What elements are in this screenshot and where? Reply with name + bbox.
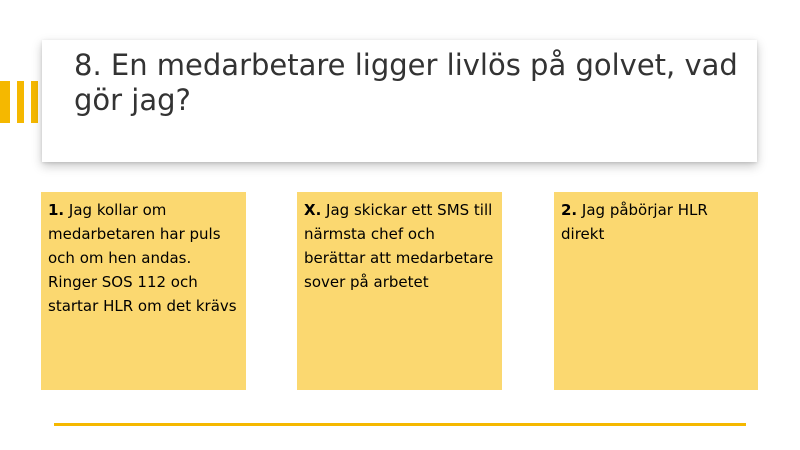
decorative-bar [31,81,38,123]
answer-option-x[interactable] [297,192,502,390]
decorative-bar [0,81,10,123]
answer-option-1[interactable] [41,192,246,390]
question-title: 8. En medarbetare ligger livlös på golvet, vad gör jag? [74,48,738,117]
decorative-yellow-bars [0,81,40,123]
option-marker: X. [304,201,322,219]
answer-option-2[interactable] [554,192,758,390]
option-marker: 2. [561,201,578,219]
decorative-bar [17,81,24,123]
option-text: Jag skickar ett SMS till närmsta chef och berättar att medarbetare sover på arbetet [304,201,494,291]
option-text: Jag påbörjar HLR direkt [561,201,708,243]
option-text: Jag kollar om medarbetaren har puls och om hen andas. Ringer SOS 112 och startar HLR om det krävs [48,201,237,315]
bottom-divider-line [54,423,746,426]
title-card [42,40,757,162]
option-marker: 1. [48,201,65,219]
